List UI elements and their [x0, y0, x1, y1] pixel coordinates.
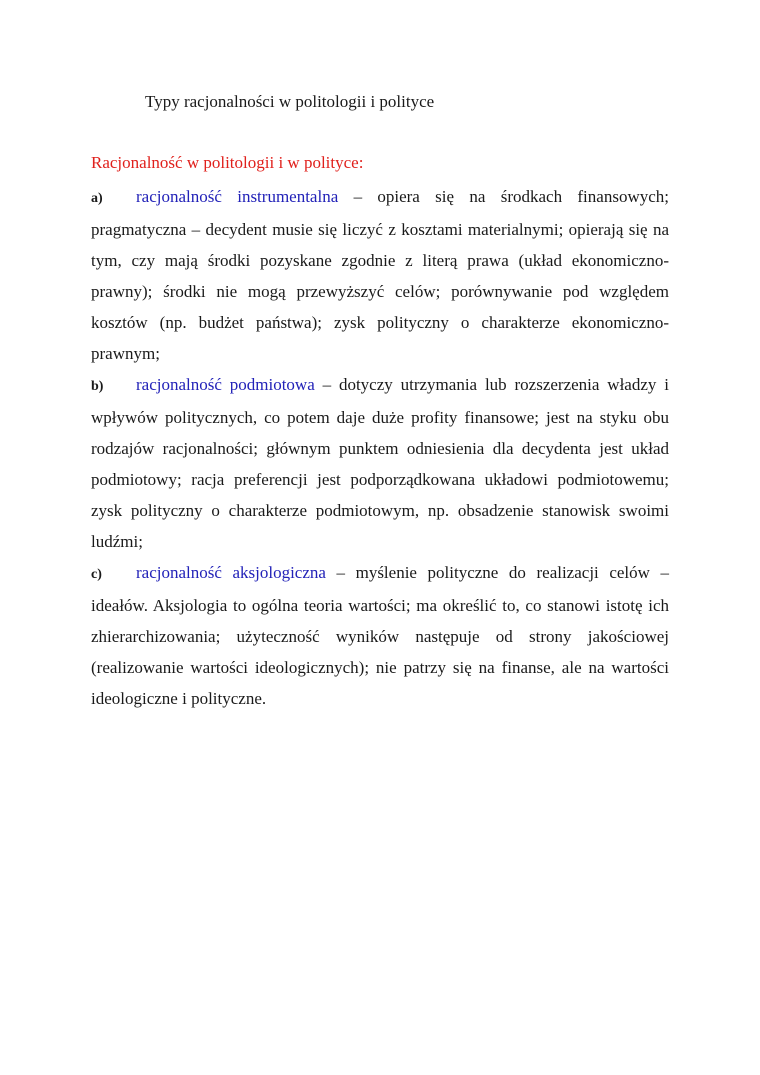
- item-marker: a): [91, 191, 103, 206]
- term-axiological: racjonalność aksjologiczna: [136, 563, 326, 582]
- item-marker: b): [91, 379, 104, 394]
- definition-text: – myślenie polityczne do realizacji celów – ideałów. Aksjologia to ogólna teoria wartości; ma określić to, co stanowi istotę ich zhierarchizowania; użyteczność wyników następuje od strony jakościowej (realizowanie wartości ideologicznych); nie patrzy się na finanse, ale na wartości ideologiczne i polityczne.: [91, 563, 669, 708]
- definition-item-instrumental: [91, 181, 669, 369]
- definitions-list: [91, 181, 669, 714]
- document-title: Typy racjonalności w politologii i polityce: [145, 92, 435, 111]
- term-subjective: racjonalność podmiotowa: [136, 375, 315, 394]
- section-heading: Racjonalność w politologii i w polityce:: [91, 153, 364, 172]
- definition-item-subjective: [91, 369, 669, 557]
- definition-text: – dotyczy utrzymania lub rozszerzenia władzy i wpływów politycznych, co potem daje duże profity finansowe; jest na styku obu rodzajów racjonalności; głównym punktem odniesienia dla decydenta jest układ podmiotowy; racja preferencji jest podporządkowana układowi podmiotowemu; zysk polityczny o charakterze podmiotowym, np. obsadzenie stanowisk swoimi ludźmi;: [91, 375, 669, 551]
- definition-text: – opiera się na środkach finansowych; pragmatyczna – decydent musie się liczyć z kosztami materialnymi; opierają się na tym, czy mają środki pozyskane zgodnie z literą prawa (układ ekonomiczno-prawny); środki nie mogą przewyższyć celów; porównywanie pod względem kosztów (np. budżet państwa); zysk polityczny o charakterze ekonomiczno-prawnym;: [91, 187, 669, 363]
- item-marker: c): [91, 567, 102, 582]
- definition-item-axiological: [91, 557, 669, 714]
- term-instrumental: racjonalność instrumentalna: [136, 187, 339, 206]
